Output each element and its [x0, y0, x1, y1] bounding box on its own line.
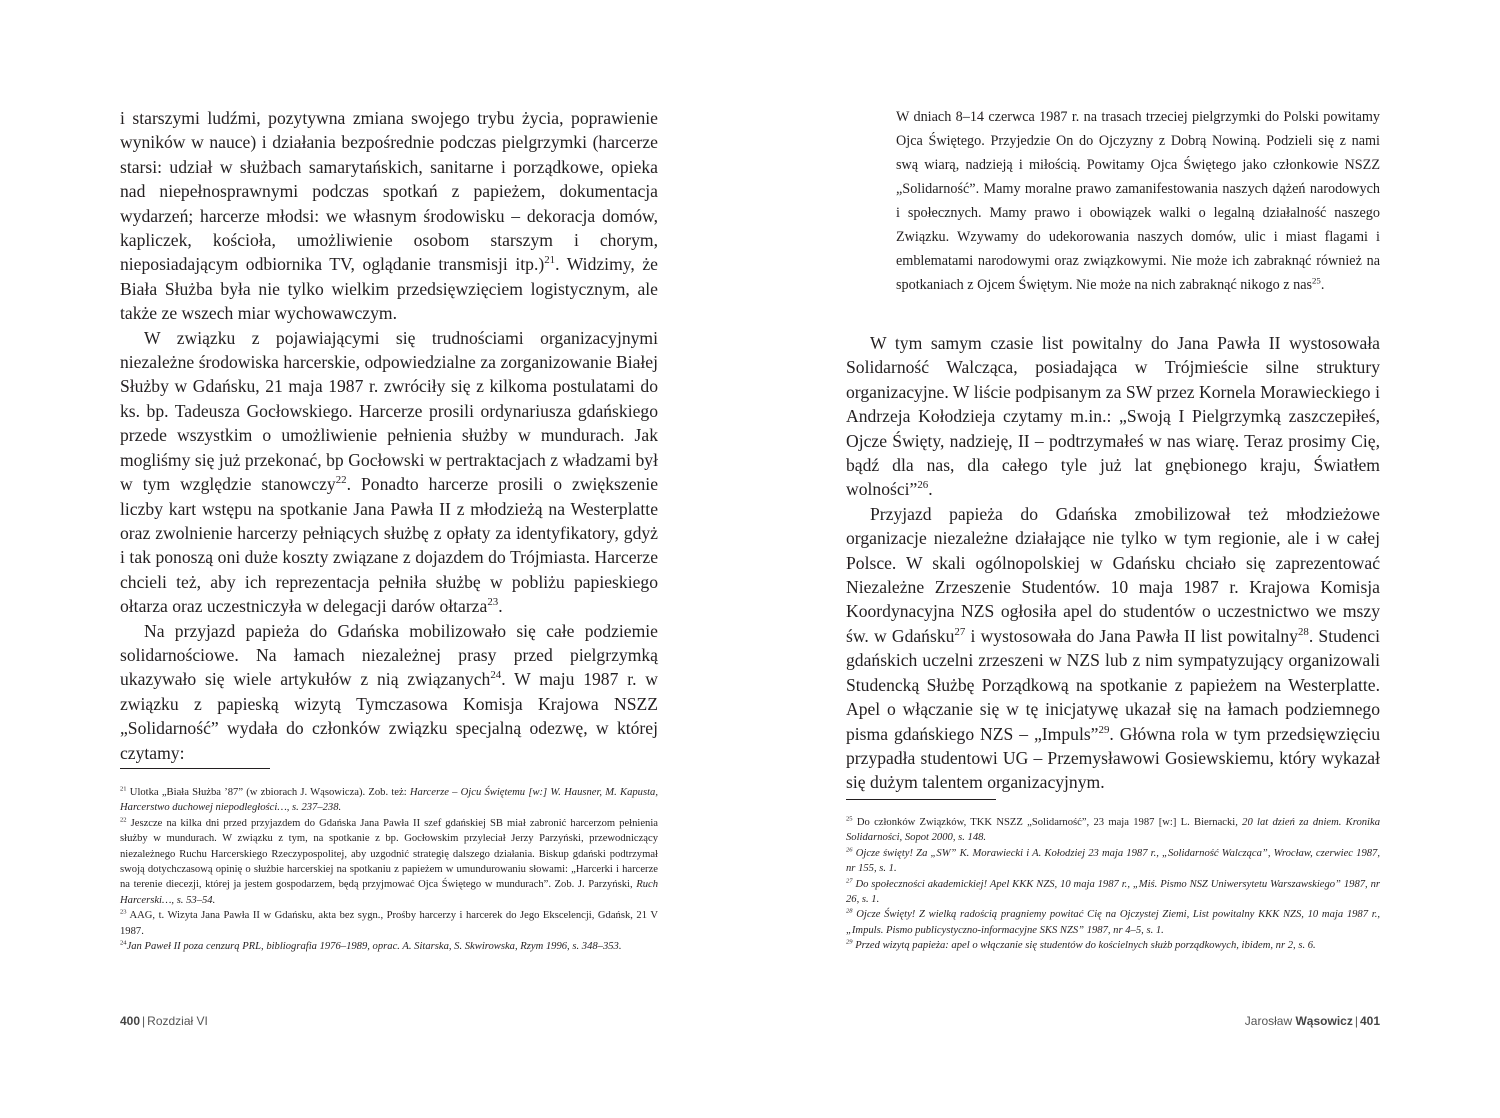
footnote-25: $^{25}$ Do członków Związków, TKK NSZZ „Solidarność”, 23 maja 1987 [w:] L. Biernacki, 20 lat dzień za dniem. Kronika Solidarności, Sopot 2000, s. 148.: [846, 815, 1380, 844]
footnote-28: $^{28}$ Ojcze Święty! Z wielką radością pragniemy powitać Cię na Ojczystej Ziemi, List powitalny KKK NZS, 10 maja 1987 r., „Impuls. Pismo publicystyczno-informacyjne SKS NZS” 1987, nr 4–5, s. 1.: [846, 907, 1380, 936]
author-last-name: Wąsowicz: [1295, 1014, 1353, 1028]
footnote-rule: [846, 799, 996, 800]
footnote-ref[interactable]: 23: [487, 596, 499, 609]
footnote-ref[interactable]: 22: [335, 474, 347, 487]
footnote-ref[interactable]: 28: [1297, 626, 1309, 639]
paragraph: W związku z pojawiającymi się trudnościami organizacyjnymi niezależne środowiska harcerskie, odpowiedzialne za zorganizowanie Białej Służby w Gdańsku, 21 maja 1987 r. zwróciły się z kilkoma postulatami do ks. bp. Tadeusza Gocłowskiego. Harcerze prosili ordynariusza gdańskiego przede wszystkim o umożliwienie pełnienia służby w mundurach. Jak mogliśmy się już przekonać, bp Gocłowski w pertraktacjach z władzami był w tym względzie stanowczy$^{22}$. Ponadto harcerze prosili o zwiększenie liczby kart wstępu na spotkanie Jana Pawła II z młodzieżą na Westerplatte oraz zwolnienie harcerzy pełniących służbę z opłaty za identyfikatory, gdyż i tak ponoszą oni duże koszty związane z dojazdem do Trójmiasta. Harcerze chcieli też, aby ich reprezentacja pełniła służbę w pobliżu papieskiego ołtarza oraz uczestniczyła w delegacji darów ołtarza$^{23}$.: [120, 327, 658, 617]
left-body-text: [120, 106, 658, 765]
footnote-27: $^{27}$ Do społeczności akademickiej! Apel KKK NZS, 10 maja 1987 r., „Miś. Pismo NSZ Uniwersytetu Warszawskiego” 1987, nr 26, s. 1.: [846, 877, 1380, 906]
right-body-text: [846, 331, 1380, 795]
folio-separator: |: [142, 1014, 146, 1028]
footnote-ref[interactable]: 27: [954, 626, 966, 639]
right-folio: [1245, 1014, 1380, 1028]
footnote-29: $^{29}$ Przed wizytą papieża: apel o włączanie się studentów do kościelnych służb porządkowych, ibidem, nr 2, s. 6.: [846, 938, 1316, 952]
footnote-26: $^{26}$ Ojcze święty! Za „SW” K. Morawiecki i A. Kołodziej 23 maja 1987 r., „Solidarność Walcząca”, Wrocław, czerwiec 1987, nr 155, s. 1.: [846, 846, 1380, 875]
block-quote: [896, 105, 1380, 297]
paragraph: i starszymi ludźmi, pozytywna zmiana swojego trybu życia, poprawienie wyników w nauce) i działania bezpośrednie podczas pielgrzymki (harcerze starsi: udział w służbach samarytańskich, sanitarne i porządkowe, opieka nad niepełnosprawnymi podczas spotkań z papieżem, dokumentacja wydarzeń; harcerze młodsi: we własnym środowisku – dekoracja domów, kapliczek, kościoła, umożliwienie osobom starszym i chorym, nieposiadającym odbiornika TV, oglądanie transmisji itp.)$^{21}$. Widzimy, że Biała Służba była nie tylko wielkim przedsięwzięciem logistycznym, ale także ze wszech miar wychowawczym.: [120, 108, 658, 324]
left-folio: [120, 1014, 208, 1028]
footnote-23: $^{23}$ AAG, t. Wizyta Jana Pawła II w Gdańsku, akta bez sygn., Prośby harcerzy i harcerek do Jego Ekscelencji, Gdańsk, 21 V 1987.: [120, 908, 658, 937]
footnote-ref[interactable]: 24: [490, 669, 502, 682]
footnote-ref[interactable]: 25: [1312, 275, 1321, 286]
paragraph: Przyjazd papieża do Gdańska zmobilizował też młodzieżowe organizacje niezależne działające nie tylko w tym regionie, ale i w całej Polsce. W skali ogólnopolskiej w Gdańsku chciało się zaprezentować Niezależne Zrzeszenie Studentów. 10 maja 1987 r. Krajowa Komisja Koordynacyjna NZS ogłosiła apel do studentów o uczestnictwo we mszy św. w Gdańsku$^{27}$ i wystosowała do Jana Pawła II list powitalny$^{28}$. Studenci gdańskich uczelni zrzeszeni w NZS lub z nim sympatyzujący organizowali Studencką Służbę Porządkową na spotkanie z papieżem na Westerplatte. Apel o włączanie się w tę inicjatywę ukazał się na łamach podziemnego pisma gdańskiego NZS – „Impuls”$^{29}$. Główna rola w tym przedsięwzięciu przypadła studentowi UG – Przemysławowi Gosiewskiemu, który wykazał się dużym talentem organizacyjnym.: [846, 503, 1381, 793]
chapter-label: Rozdział VI: [147, 1014, 208, 1028]
folio-separator: |: [1354, 1014, 1358, 1028]
footnote-22: $^{22}$ Jeszcze na kilka dni przed przyjazdem do Gdańska Jana Pawła II szef gdańskiej SB miał zabronić harcerzom pełnienia służby w mundurach. W związku z tym, na spotkanie z bp. Gocłowskim przyleciał Jerzy Parzyński, przewodniczący niezależnego Ruchu Harcerskiego Rzeczypospolitej, aby uzgodnić strategię dalszego działania. Biskup gdański podtrzymał swoją dotychczasową opinię o służbie harcerskiej na spotkaniu z papieżem w umundurowaniu słowami: „Harcerki i harcerze na terenie diecezji, której ja jestem gospodarzem, będą przyjmować Ojca Świętego w mundurach”. Zob. J. Parzyński, Ruch Harcerski…, s. 53–54.: [120, 816, 658, 906]
footnote-24: $^{24}$Jan Paweł II poza cenzurą PRL, bibliografia 1976–1989, oprac. A. Sitarska, S. Skwirowska, Rzym 1996, s. 348–353.: [120, 939, 622, 953]
footnote-ref[interactable]: 21: [544, 254, 556, 267]
paragraph: Na przyjazd papieża do Gdańska mobilizowało się całe podziemie solidarnościowe. Na łamach niezależnej prasy przed pielgrzymką ukazywało się wiele artykułów z nią związanych$^{24}$. W maju 1987 r. w związku z papieską wizytą Tymczasowa Komisja Krajowa NSZZ „Solidarność” wydała do członków związku specjalną odezwę, w której czytamy:: [120, 620, 658, 763]
page-number: 400: [120, 1014, 141, 1028]
quote-text: W dniach 8–14 czerwca 1987 r. na trasach trzeciej pielgrzymki do Polski powitamy Ojca Świętego. Przyjedzie On do Ojczyzny z Dobrą Nowiną. Podzieli się z nami swą wiarą, nadzieją i miłością. Powitamy Ojca Świętego jako członkowie NSZZ „Solidarność”. Mamy moralne prawo zamanifestowania naszych dążeń narodowych i społecznych. Mamy prawo i obowiązek walki o legalną działalność naszego Związku. Wzywamy do udekorowania naszych domów, ulic i miast flagami i emblematami narodowymi oraz związkowymi. Nie może ich zabraknąć również na spotkaniach z Ojcem Świętym. Nie może na nich zabraknąć nikogo z nas$^{25}$.: [896, 109, 1380, 293]
footnote-21: $^{21}$ Ulotka „Biała Służba ’87” (w zbiorach J. Wąsowicza). Zob. też: Harcerze – Ojcu Świętemu [w:] W. Hausner, M. Kapusta, Harcerstwo duchowej niepodległości…, s. 237–238.: [120, 785, 658, 814]
right-page: [750, 0, 1500, 1118]
author-first-name: Jarosław: [1244, 1014, 1293, 1028]
left-footnotes: [120, 785, 658, 954]
footnote-ref[interactable]: 26: [917, 479, 929, 492]
page-number: 401: [1359, 1014, 1380, 1028]
footnote-ref[interactable]: 29: [1098, 723, 1110, 736]
paragraph: W tym samym czasie list powitalny do Jana Pawła II wystosowała Solidarność Walcząca, posiadająca w Trójmieście silne struktury organizacyjne. W liście podpisanym za SW przez Kornela Morawieckiego i Andrzeja Kołodzieja czytamy m.in.: „Swoją I Pielgrzymką zaszczepiłeś, Ojcze Święty, nadzieję, II – podtrzymałeś w nas wiarę. Teraz prosimy Cię, bądź dla nas, dla całego tyle już lat gnębionego kraju, Światłem wolności”$^{26}$.: [846, 333, 1380, 500]
footnote-rule: [120, 768, 270, 769]
right-footnotes: [846, 815, 1380, 954]
